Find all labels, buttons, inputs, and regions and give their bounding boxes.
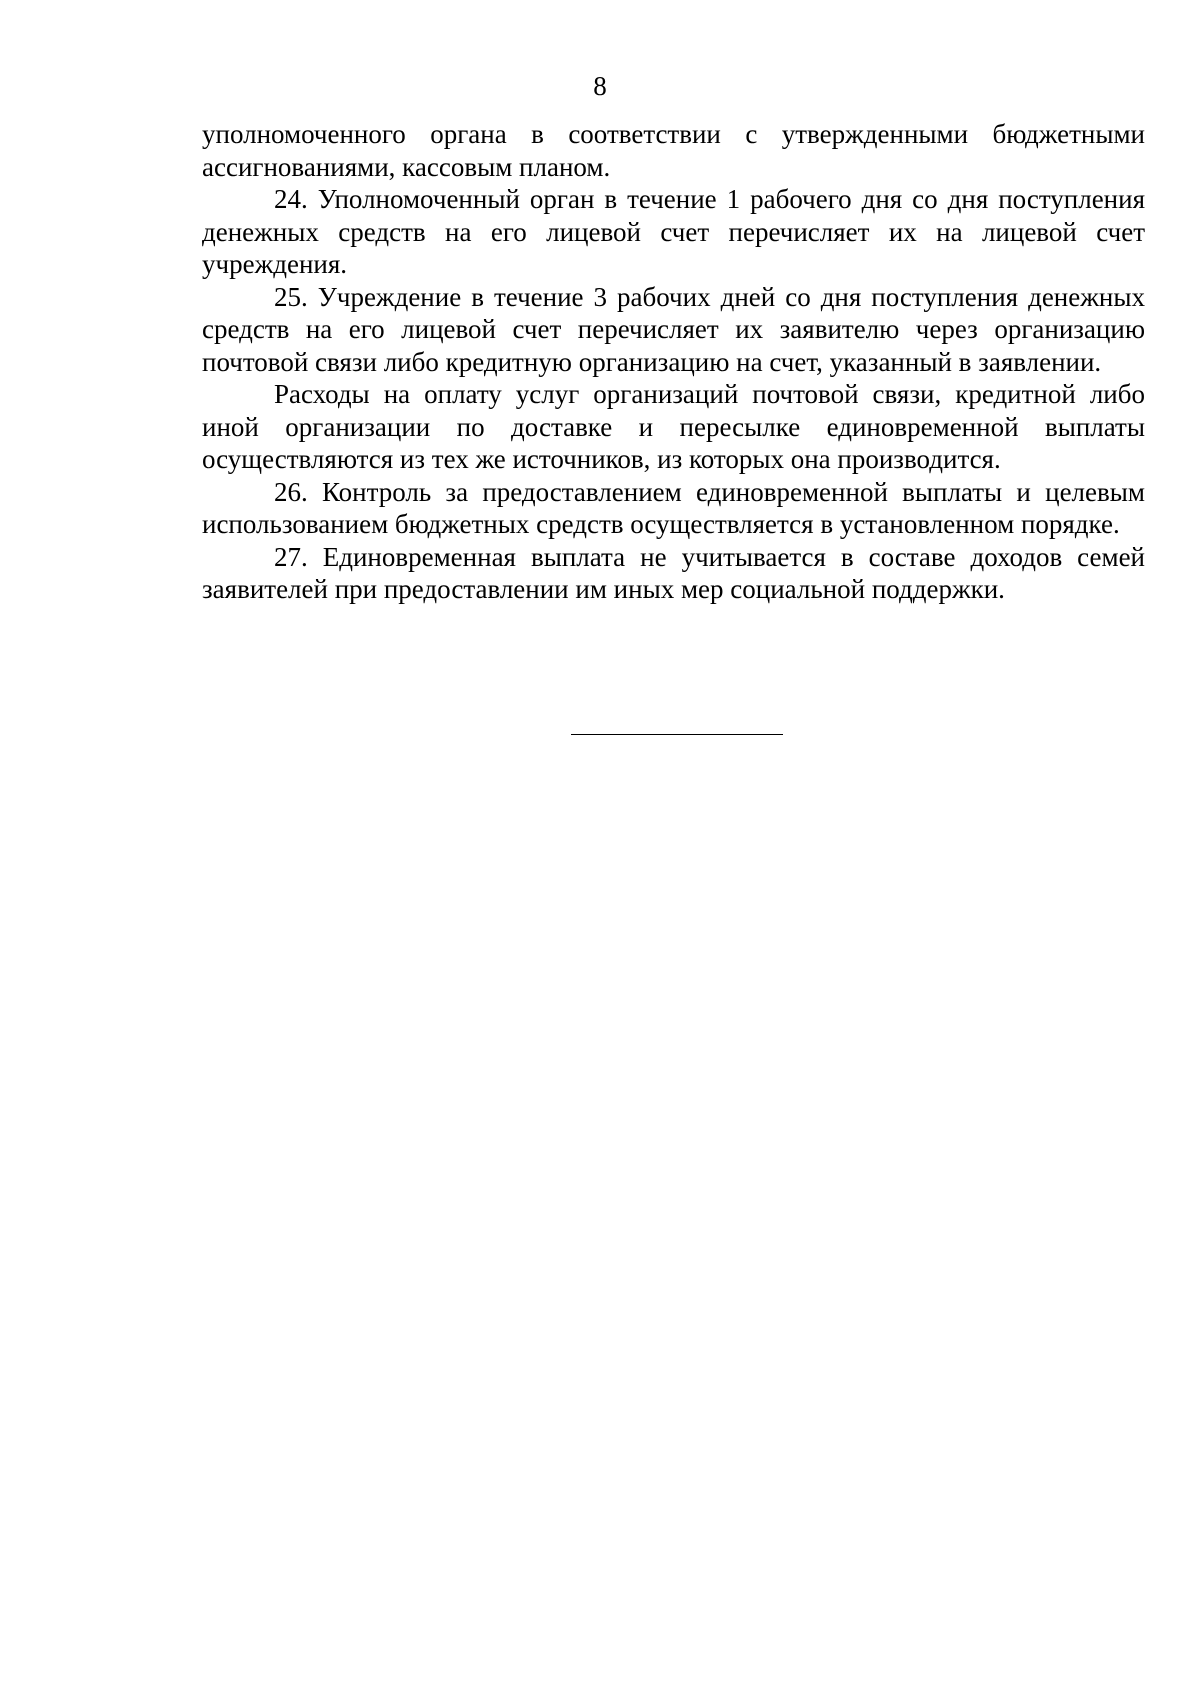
paragraph-expenses: Расходы на оплату услуг организаций почтовой связи, кредитной либо иной организации по доставке и пересылке единовременной выплаты осуществляются из тех же источников, из которых она производится. (202, 379, 1145, 474)
document-body (202, 118, 1145, 606)
paragraph-item-25: 25. Учреждение в течение 3 рабочих дней со дня поступления денежных средств на его лицевой счет перечисляет их заявителю через организацию почтовой связи либо кредитную организацию на счет, указанный в заявлении. (202, 281, 1145, 377)
paragraph-continuation: уполномоченного органа в соответствии с утвержденными бюджетными ассигнованиями, кассовым планом. (202, 119, 1145, 182)
page-number: 8 (593, 71, 607, 101)
paragraph-item-24: 24. Уполномоченный орган в течение 1 рабочего дня со дня поступления денежных средств на его лицевой счет перечисляет их на лицевой счет учреждения. (202, 184, 1145, 279)
paragraph-item-26: 26. Контроль за предоставлением единовременной выплаты и целевым использованием бюджетных средств осуществляется в установленном порядке. (202, 476, 1145, 539)
paragraph-item-27: 27. Единовременная выплата не учитывается в составе доходов семей заявителей при предоставлении им иных мер социальной поддержки. (202, 541, 1145, 604)
end-of-document-rule (571, 734, 783, 735)
